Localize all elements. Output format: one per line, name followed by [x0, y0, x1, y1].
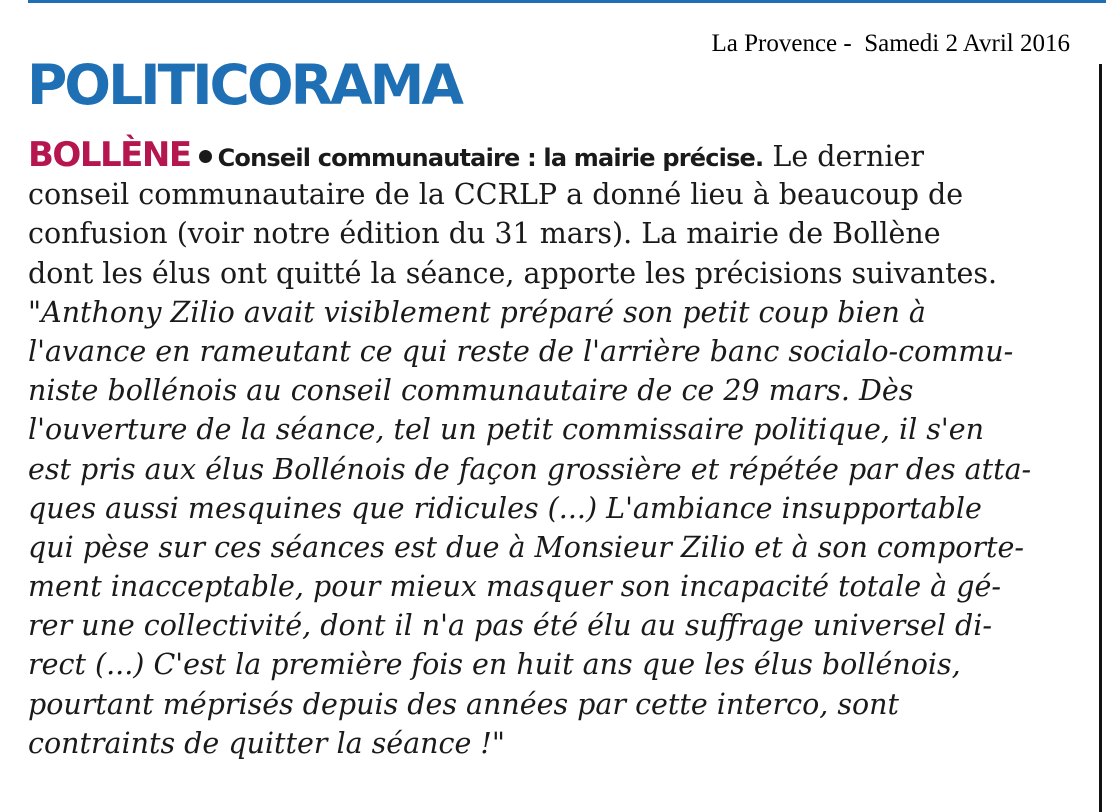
quote-line: rer une collectivité, dont il n'a pas été élu au suffrage universel di-	[28, 609, 993, 643]
intro-text: Le dernier	[772, 140, 924, 173]
location-kicker: BOLLÈNE	[28, 135, 191, 175]
quote-line: ques aussi mesquines que ridicules (...) L'ambiance insupportable	[28, 491, 982, 525]
article-body	[28, 136, 1090, 763]
intro-line: dont les élus ont quitté la séance, apporte les précisions suivantes.	[28, 256, 998, 290]
source-date-line: La Provence - Samedi 2 Avril 2016	[711, 30, 1070, 57]
bullet-icon	[199, 150, 212, 163]
quote-line: l'ouverture de la séance, tel un petit commissaire politique, il s'en	[28, 413, 984, 447]
intro-line: confusion (voir notre édition du 31 mars). La mairie de Bollène	[28, 217, 941, 251]
article-first-line	[28, 136, 1090, 175]
quote-line: qui pèse sur ces séances est due à Monsieur Zilio et à son comporte-	[28, 530, 1024, 564]
top-rule	[28, 0, 1106, 3]
intro-line: conseil communautaire de la CCRLP a donné lieu à beaucoup de	[28, 178, 964, 212]
quote-line: est pris aux élus Bollénois de façon grossière et répétée par des atta-	[28, 452, 1032, 486]
quote-line: rect (...) C'est la première fois en huit ans que les élus bollénois,	[28, 648, 961, 682]
quote-line: niste bollénois au conseil communautaire de ce 29 mars. Dès	[28, 374, 914, 408]
quote-line: contraints de quitter la séance !"	[28, 726, 505, 760]
quote-line: ment inacceptable, pour mieux masquer son incapacité totale à gé-	[28, 570, 1001, 604]
section-title: POLITICORAMA	[27, 53, 461, 117]
article-headline: Conseil communautaire : la mairie précise.	[217, 144, 764, 172]
quote-line: pourtant méprisés depuis des années par cette interco, sont	[28, 687, 899, 721]
column-rule	[1099, 64, 1102, 812]
quote-line: l'avance en rameutant ce qui reste de l'arrière banc socialo-commu-	[28, 334, 1014, 368]
quote-line: "Anthony Zilio avait visiblement préparé son petit coup bien à	[28, 295, 926, 329]
